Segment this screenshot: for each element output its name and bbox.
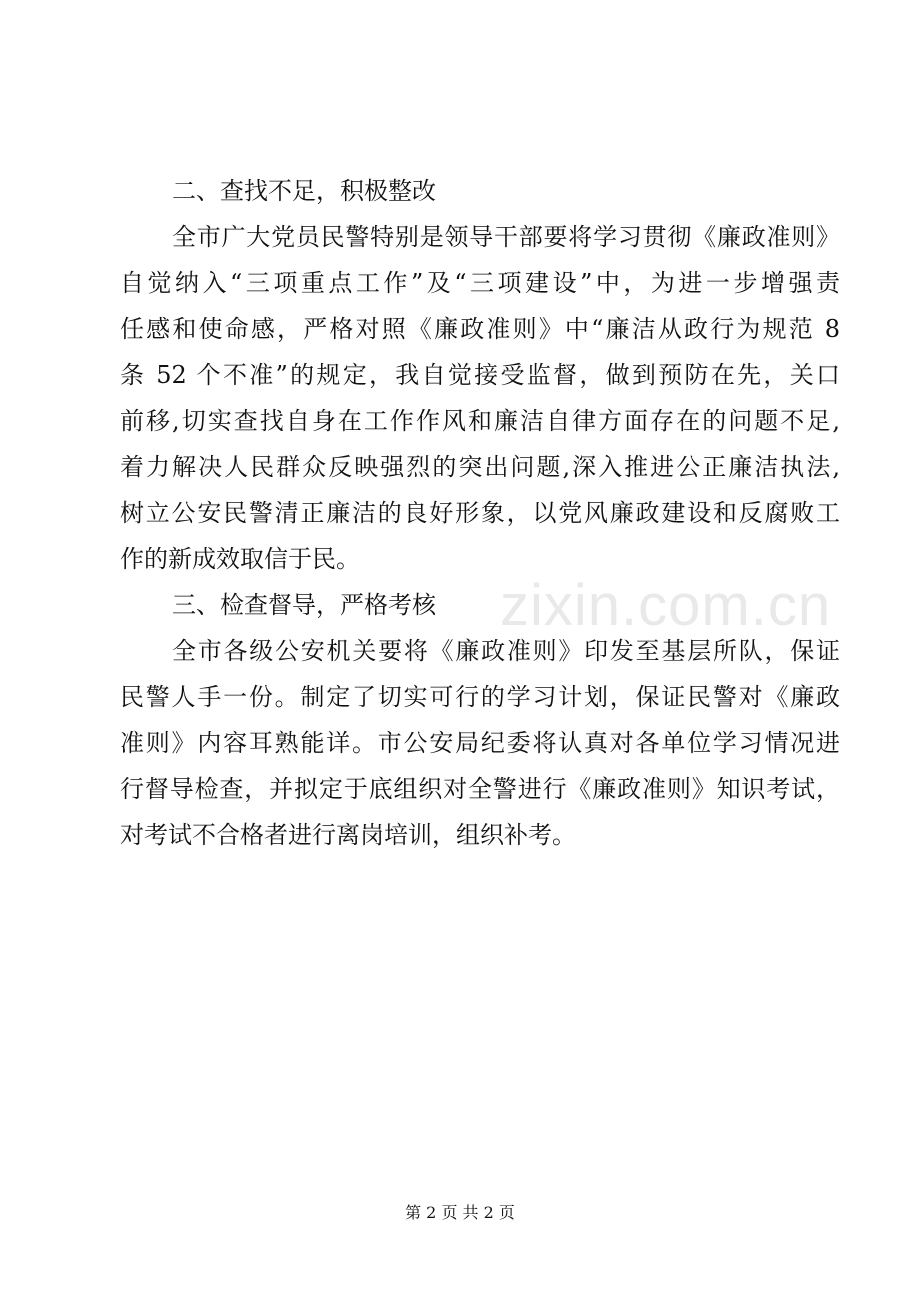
- section-heading: 二、查找不足，积极整改: [172, 177, 436, 205]
- page-footer: 第 2 页 共 2 页: [405, 1203, 515, 1222]
- paragraph-line: 自觉纳入“三项重点工作”及“三项建设”中，为进一步增强责: [120, 269, 840, 297]
- paragraph-line: 着力解决人民群众反映强烈的突出问题,深入推进公正廉洁执法,: [120, 453, 840, 481]
- paragraph-line: 树立公安民警清正廉洁的良好形象，以党风廉政建设和反腐败工: [120, 499, 840, 527]
- watermark: zixin.com.cn: [500, 573, 832, 638]
- section-2: [120, 168, 840, 582]
- section-heading: 三、检查督导，严格考核: [172, 591, 436, 619]
- section-3: [120, 582, 840, 858]
- document-body: [120, 168, 840, 858]
- paragraph-line: 行督导检查，并拟定于底组织对全警进行《廉政准则》知识考试，: [120, 775, 840, 803]
- paragraph-line: 全市各级公安机关要将《廉政准则》印发至基层所队，保证: [172, 637, 840, 665]
- paragraph-line: 准则》内容耳熟能详。市公安局纪委将认真对各单位学习情况进: [120, 729, 840, 757]
- paragraph-line: 民警人手一份。制定了切实可行的学习计划，保证民警对《廉政: [120, 683, 840, 711]
- paragraph-line: 条 52 个不准”的规定，我自觉接受监督，做到预防在先，关口: [120, 361, 840, 389]
- paragraph-line: 作的新成效取信于民。: [120, 545, 360, 573]
- paragraph-line: 任感和使命感，严格对照《廉政准则》中“廉洁从政行为规范 8: [120, 315, 840, 343]
- paragraph-line: 对考试不合格者进行离岗培训，组织补考。: [120, 821, 576, 849]
- paragraph-line: 前移,切实查找自身在工作作风和廉洁自律方面存在的问题不足,: [120, 407, 840, 435]
- paragraph-line: 全市广大党员民警特别是领导干部要将学习贯彻《廉政准则》: [172, 223, 840, 251]
